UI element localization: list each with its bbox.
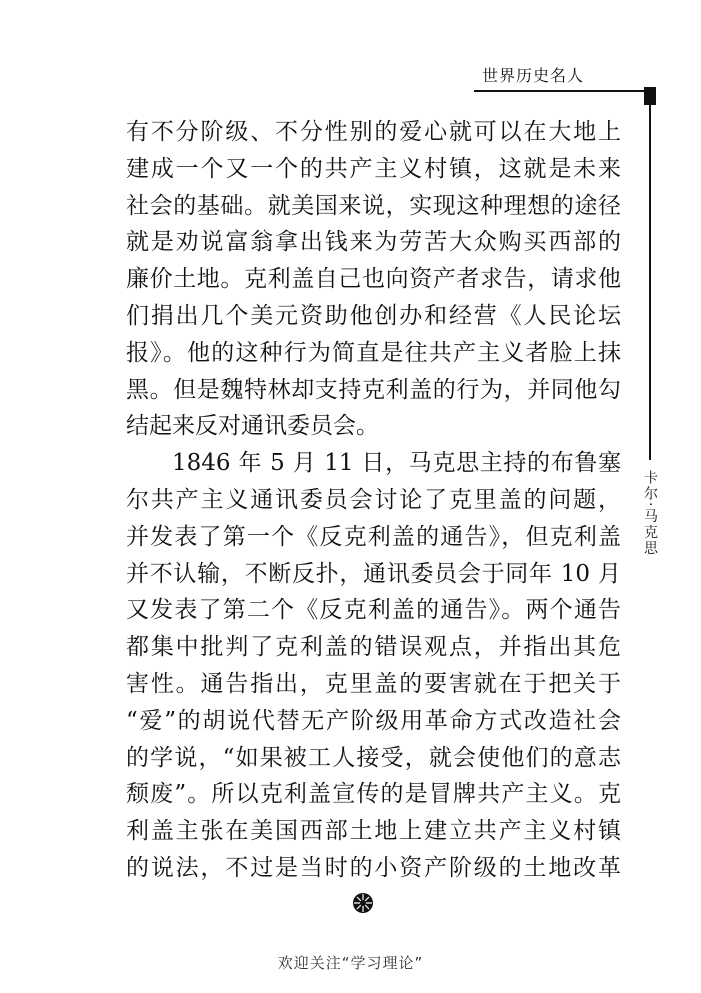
text-line: 利盖主张在美国西部土地上建立共产主义村镇 — [126, 818, 621, 845]
text-line: 并不认输，不断反扑，通讯委员会于同年 10 月 — [126, 560, 621, 587]
text-line: 都集中批判了克利盖的错误观点，并指出其危 — [126, 634, 621, 661]
text-line: 尔共产主义通讯委员会讨论了克里盖的问题， — [126, 486, 621, 513]
text-line: 1846 年 5 月 11 日，马克思主持的布鲁塞 — [172, 450, 621, 477]
body-text — [126, 114, 621, 887]
text-line: 们捐出几个美元资助他创办和经营《人民论坛 — [126, 302, 621, 329]
text-line: 的学说，“如果被工人接受，就会使他们的意志 — [126, 744, 621, 771]
text-line: 报》。他的这种行为简直是往共产主义者脸上抹 — [126, 339, 621, 366]
text-line: 并发表了第一个《反克利盖的通告》，但克利盖 — [126, 523, 621, 550]
text-line: 害性。通告指出，克里盖的要害就在于把关于 — [126, 670, 621, 697]
running-header-title: 世界历史名人 — [482, 66, 585, 85]
text-line: 又发表了第二个《反克利盖的通告》。两个通告 — [126, 597, 621, 624]
text-line: “爱”的胡说代替无产阶级用革命方式改造社会 — [126, 707, 621, 734]
text-line: 有不分阶级、不分性别的爱心就可以在大地上 — [126, 119, 621, 145]
corner-block-mark — [644, 87, 656, 105]
side-chapter-label: 卡尔·马克思 — [642, 470, 658, 557]
text-line: 的说法，不过是当时的小资产阶级的土地改革 — [126, 854, 621, 881]
page-ornament-icon — [351, 891, 375, 915]
text-line: 就是劝说富翁拿出钱来为劳苦大众购买西部的 — [126, 229, 621, 256]
header-rule — [474, 90, 644, 92]
text-line: 建成一个又一个的共产主义村镇，这就是未来 — [126, 155, 621, 182]
text-line: 黑。但是魏特林却支持克利盖的行为，并同他勾 — [126, 376, 621, 403]
text-line: 颓废”。所以克利盖宣传的是冒牌共产主义。克 — [126, 781, 621, 808]
footer-note: 欢迎关注“学习理论” — [277, 954, 424, 972]
text-line: 廉价土地。克利盖自己也向资产者求告，请求他 — [126, 266, 621, 293]
text-line: 社会的基础。就美国来说，实现这种理想的途径 — [126, 192, 621, 219]
text-line: 结起来反对通讯委员会。 — [126, 413, 379, 440]
side-rule — [649, 105, 651, 460]
